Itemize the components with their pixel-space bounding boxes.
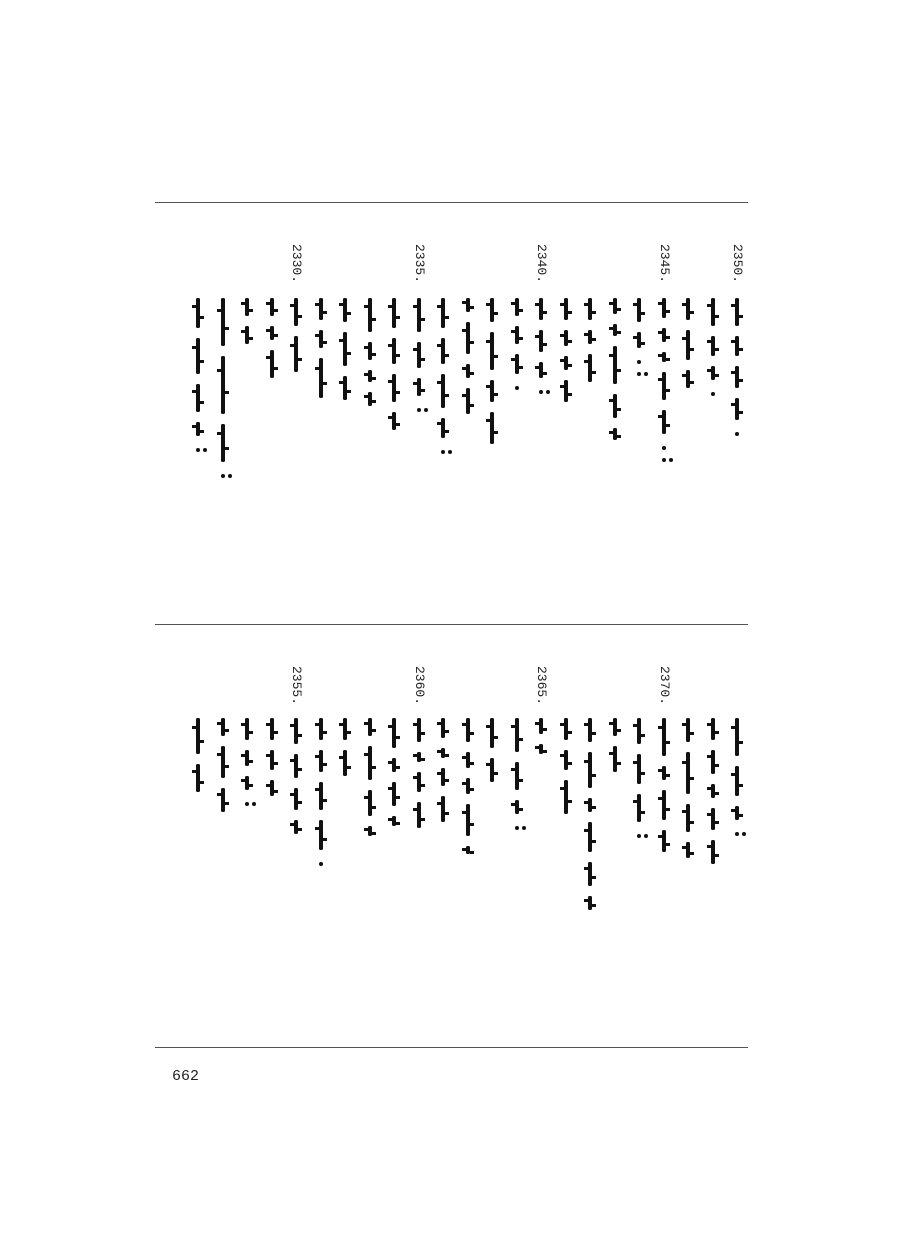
script-word [613, 428, 617, 440]
script-word [368, 392, 372, 406]
script-word [392, 412, 396, 430]
punctuation-mark [228, 474, 232, 478]
script-word [539, 718, 543, 734]
script-word [564, 718, 568, 740]
script-word [221, 298, 225, 346]
punctuation-mark [662, 446, 666, 450]
script-word [515, 800, 519, 814]
punctuation-mark [417, 408, 421, 412]
script-word [686, 842, 690, 858]
script-word [392, 758, 396, 772]
script-word [686, 804, 690, 832]
script-word [564, 380, 568, 402]
script-word [196, 384, 200, 412]
script-word [441, 796, 445, 822]
script-word [294, 788, 298, 810]
script-word [196, 338, 200, 374]
script-word [735, 806, 739, 820]
script-word [735, 366, 739, 388]
script-word [588, 718, 592, 742]
script-word [662, 766, 666, 780]
script-word [221, 424, 225, 462]
script-word [392, 338, 396, 364]
script-word [564, 356, 568, 370]
script-word [588, 752, 592, 788]
script-word [588, 822, 592, 852]
script-word [662, 328, 666, 342]
script-word [466, 804, 470, 836]
script-word [662, 352, 666, 362]
script-word [613, 718, 617, 736]
script-word [392, 782, 396, 806]
script-word [686, 298, 690, 320]
script-word [711, 718, 715, 740]
script-word [662, 410, 666, 434]
line-number-marker: 2330. [289, 244, 304, 284]
script-word [343, 332, 347, 366]
script-word [662, 372, 666, 400]
script-word [392, 718, 396, 748]
line-number-marker: 2360. [411, 666, 427, 706]
script-word [711, 366, 715, 380]
script-word [490, 758, 494, 782]
script-word [294, 718, 298, 744]
script-word [490, 298, 494, 322]
punctuation-mark [424, 408, 428, 412]
script-word [613, 324, 617, 336]
punctuation-mark [319, 862, 323, 866]
script-word [245, 750, 249, 766]
script-word [221, 746, 225, 778]
script-word [221, 356, 225, 414]
script-word [735, 718, 739, 756]
punctuation-mark [637, 360, 641, 364]
punctuation-mark [669, 458, 673, 462]
script-word [319, 298, 323, 320]
script-word [515, 326, 519, 344]
script-word [441, 298, 445, 328]
script-word [564, 750, 568, 770]
punctuation-mark [515, 386, 519, 390]
script-word [637, 332, 641, 348]
script-word [196, 764, 200, 792]
script-word [637, 298, 641, 322]
script-word [441, 338, 445, 364]
script-word [711, 840, 715, 864]
script-word [221, 718, 225, 736]
script-word [466, 322, 470, 354]
script-word [343, 298, 347, 322]
script-word [466, 718, 470, 742]
script-word [613, 346, 617, 384]
script-word [515, 718, 519, 752]
script-word [662, 718, 666, 756]
script-word [735, 398, 739, 420]
script-word [343, 376, 347, 400]
punctuation-mark [742, 832, 746, 836]
script-word [319, 330, 323, 348]
punctuation-mark [735, 832, 739, 836]
script-word [466, 364, 470, 378]
script-word [319, 820, 323, 850]
punctuation-mark [644, 834, 648, 838]
script-word [441, 374, 445, 408]
script-word [368, 826, 372, 836]
script-word [711, 298, 715, 326]
punctuation-mark [711, 392, 715, 396]
script-word [588, 354, 592, 382]
script-word [417, 752, 421, 762]
line-number-marker: 2365. [534, 666, 549, 706]
script-word [539, 744, 543, 754]
script-word [711, 808, 715, 830]
script-word [196, 718, 200, 754]
line-number-marker: 2345. [656, 244, 672, 284]
script-word [294, 336, 298, 372]
punctuation-mark [515, 826, 519, 830]
punctuation-mark [448, 450, 452, 454]
script-word [417, 718, 421, 742]
script-word [564, 780, 568, 814]
punctuation-mark [644, 372, 648, 376]
punctuation-mark [252, 802, 256, 806]
script-word [417, 298, 421, 332]
script-word [245, 298, 249, 316]
script-word [686, 370, 690, 388]
script-word [588, 862, 592, 886]
script-word [490, 332, 494, 370]
script-word [564, 298, 568, 320]
script-word [490, 412, 494, 444]
script-word [466, 778, 470, 794]
script-word [319, 782, 323, 810]
script-word [662, 790, 666, 820]
script-word [221, 788, 225, 812]
script-word [294, 298, 298, 326]
script-word [417, 378, 421, 396]
line-number-marker: 2370. [656, 666, 672, 706]
script-word [343, 718, 347, 740]
script-word [270, 326, 274, 340]
line-number-marker: 2350. [730, 244, 745, 284]
script-word [490, 718, 494, 748]
script-word [588, 298, 592, 320]
script-word [735, 298, 739, 326]
script-word [686, 752, 690, 794]
punctuation-mark [522, 826, 526, 830]
script-word [735, 766, 739, 796]
script-word [539, 330, 543, 352]
script-word [196, 422, 200, 436]
script-word [588, 896, 592, 910]
script-word [564, 330, 568, 346]
script-word [245, 326, 249, 344]
script-word [270, 750, 274, 770]
script-word [319, 718, 323, 740]
page-number: 662 [172, 1068, 200, 1085]
script-word [417, 772, 421, 792]
script-word [662, 830, 666, 852]
script-word [490, 380, 494, 402]
script-word [319, 750, 323, 772]
script-word [662, 298, 666, 318]
punctuation-mark [735, 432, 739, 436]
script-word [417, 802, 421, 828]
script-word [613, 298, 617, 314]
script-word [637, 754, 641, 784]
punctuation-mark [221, 474, 225, 478]
punctuation-mark [245, 802, 249, 806]
script-word [466, 846, 470, 854]
line-number-marker: 2335. [411, 244, 427, 284]
script-word [294, 820, 298, 834]
script-word [613, 394, 617, 418]
script-word [368, 746, 372, 780]
script-word [270, 780, 274, 796]
middle-rule [155, 624, 748, 625]
script-word [245, 718, 249, 740]
script-word [686, 330, 690, 360]
script-word [441, 418, 445, 438]
script-word [613, 746, 617, 772]
punctuation-mark [196, 448, 200, 452]
punctuation-mark [662, 458, 666, 462]
script-word [539, 298, 543, 320]
punctuation-mark [539, 390, 543, 394]
script-word [392, 374, 396, 402]
script-word [368, 790, 372, 816]
script-word [588, 330, 592, 344]
line-number-marker: 2340. [534, 244, 549, 284]
script-word [196, 298, 200, 328]
top-rule [155, 202, 748, 203]
script-word [441, 748, 445, 758]
script-word [515, 762, 519, 790]
script-word [392, 298, 396, 328]
script-word [368, 342, 372, 360]
script-word [466, 298, 470, 312]
script-word [294, 754, 298, 778]
script-word [368, 370, 372, 382]
script-word [368, 718, 372, 736]
script-word [441, 768, 445, 786]
script-word [417, 342, 421, 368]
script-word [466, 388, 470, 414]
script-word [637, 794, 641, 822]
script-word [711, 784, 715, 798]
script-word [637, 718, 641, 744]
script-word [539, 362, 543, 378]
punctuation-mark [637, 834, 641, 838]
script-word [515, 354, 519, 374]
script-word [270, 718, 274, 740]
bottom-rule [155, 1047, 748, 1048]
line-number-marker: 2355. [289, 666, 304, 706]
script-word [686, 718, 690, 742]
script-word [735, 336, 739, 356]
script-word [270, 350, 274, 378]
script-word [711, 750, 715, 774]
punctuation-mark [546, 390, 550, 394]
script-word [245, 776, 249, 790]
script-word [392, 816, 396, 826]
script-word [515, 298, 519, 316]
punctuation-mark [637, 372, 641, 376]
script-word [466, 752, 470, 768]
script-word [368, 298, 372, 332]
punctuation-mark [441, 450, 445, 454]
script-word [711, 336, 715, 356]
script-word [270, 298, 274, 316]
script-word [441, 718, 445, 738]
script-word [343, 750, 347, 776]
script-word [319, 358, 323, 398]
script-word [588, 798, 592, 812]
punctuation-mark [203, 448, 207, 452]
